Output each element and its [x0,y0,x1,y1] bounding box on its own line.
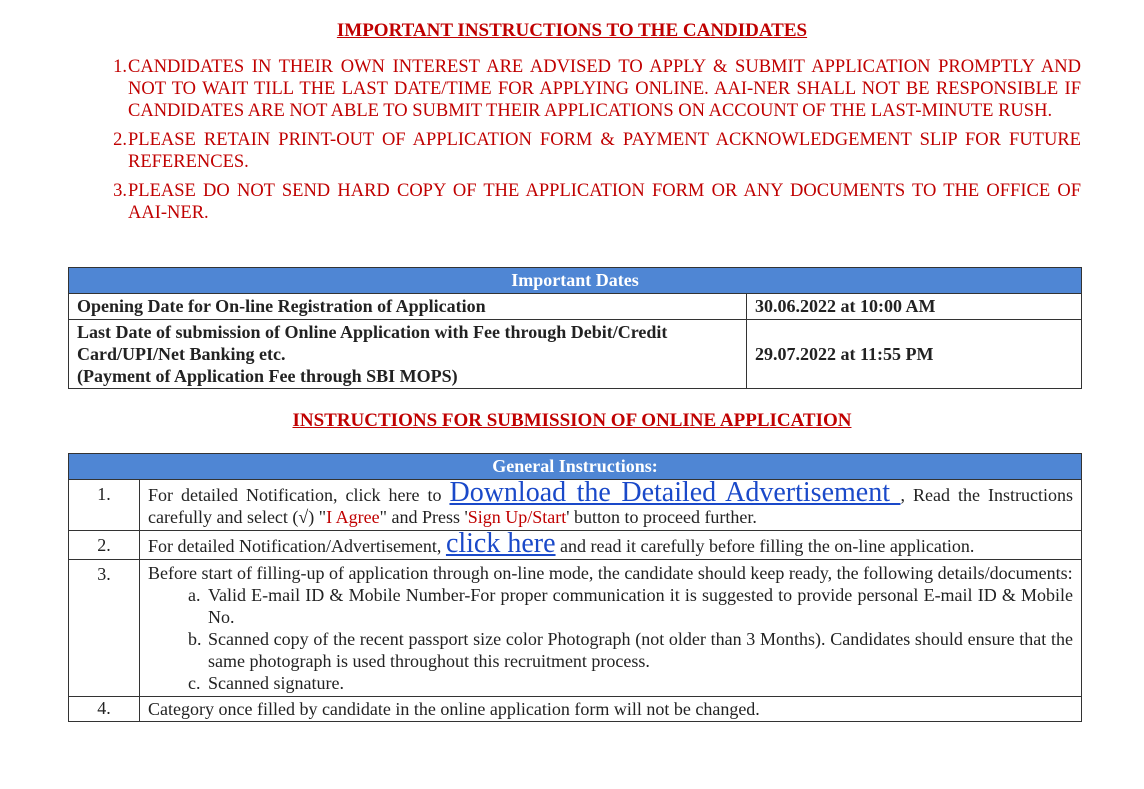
list-item-letter: a. [188,585,201,605]
click-here-link[interactable]: click here [445,528,556,559]
table-row [69,320,1082,389]
text-segment: " and Press ' [379,507,468,527]
list-item [103,56,1081,122]
row-text [140,477,1082,531]
date-label: Opening Date for On-line Registration of Application [69,294,747,320]
submission-instructions-heading: INSTRUCTIONS FOR SUBMISSION OF ONLINE APPLICATION [292,410,852,431]
list-item-text: Scanned signature. [208,673,344,693]
list-item-letter: b. [188,629,202,649]
text-segment: and read it carefully before filling the on-line application. [555,536,975,556]
table-row [69,531,1082,560]
row-intro: Before start of filling-up of application through on-line mode, the candidate should keep ready, the following details/documents: [148,563,1073,583]
table-row [69,560,1082,697]
list-item-text: Valid E-mail ID & Mobile Number-For proper communication it is suggested to provide personal E-mail ID & Mobile No. [208,585,1073,627]
download-advertisement-link[interactable]: Download the Detailed Advertisement [449,477,901,508]
important-instructions-heading: IMPORTANT INSTRUCTIONS TO THE CANDIDATES [336,20,808,41]
i-agree-text: I Agree [326,507,380,527]
date-label-line: Last Date of submission of Online Application with Fee through Debit/Credit Card/UPI/Net Banking etc. [77,322,668,364]
text-segment: ' button to proceed further. [566,507,757,527]
date-label-line: (Payment of Application Fee through SBI MOPS) [77,366,458,386]
list-item-number: 3. [113,181,127,201]
important-dates-table [68,267,1082,389]
important-instructions-list [103,56,1081,231]
row-number: 4. [69,697,140,722]
list-item-text: PLEASE DO NOT SEND HARD COPY OF THE APPLICATION FORM OR ANY DOCUMENTS TO THE OFFICE OF AAI-NER. [128,181,1081,223]
list-item-text: PLEASE RETAIN PRINT-OUT OF APPLICATION FORM & PAYMENT ACKNOWLEDGEMENT SLIP FOR FUTURE REFERENCES. [128,130,1081,172]
general-instructions-table [68,453,1082,722]
row-number: 3. [69,560,140,697]
important-dates-header: Important Dates [69,268,1082,294]
row-number: 1. [69,480,140,531]
documents-list [148,584,1073,694]
list-item [103,129,1081,173]
row-text [140,560,1082,697]
list-item [188,628,1073,672]
list-item-text: CANDIDATES IN THEIR OWN INTEREST ARE ADVISED TO APPLY & SUBMIT APPLICATION PROMPTLY AND NOT TO WAIT TILL THE LAST DATE/TIME FOR APPLYING ONLINE. AAI-NER SHALL NOT BE RESPONSIBLE IF CANDIDATES ARE NOT ABLE TO SUBMIT THEIR APPLICATIONS ON ACCOUNT OF THE LAST-MINUTE RUSH. [128,57,1081,121]
list-item [188,584,1073,628]
table-row [69,480,1082,531]
list-item [188,672,1073,694]
list-item-number: 2. [113,130,127,150]
table-row [69,294,1082,320]
date-label [69,320,747,389]
list-item-text: Scanned copy of the recent passport size color Photograph (not older than 3 Months). Candidates should ensure that the same photograph is used throughout this recruitment process. [208,629,1073,671]
sign-up-start-text: Sign Up/Start [467,507,567,527]
table-row [69,697,1082,722]
row-number: 2. [69,531,140,560]
row-text [140,528,1082,560]
list-item [103,180,1081,224]
list-item-letter: c. [188,673,201,693]
text-segment: , Read the Instructions carefully and select (√) " [148,485,1074,527]
date-value: 29.07.2022 at 11:55 PM [747,320,1082,389]
text-segment: For detailed Notification/Advertisement, [148,536,446,556]
text-segment: For detailed Notification, click here to [148,485,450,505]
date-value: 30.06.2022 at 10:00 AM [747,294,1082,320]
general-instructions-header: General Instructions: [69,454,1082,480]
row-text: Category once filled by candidate in the online application form will not be changed. [140,697,1082,722]
list-item-number: 1. [113,57,127,77]
